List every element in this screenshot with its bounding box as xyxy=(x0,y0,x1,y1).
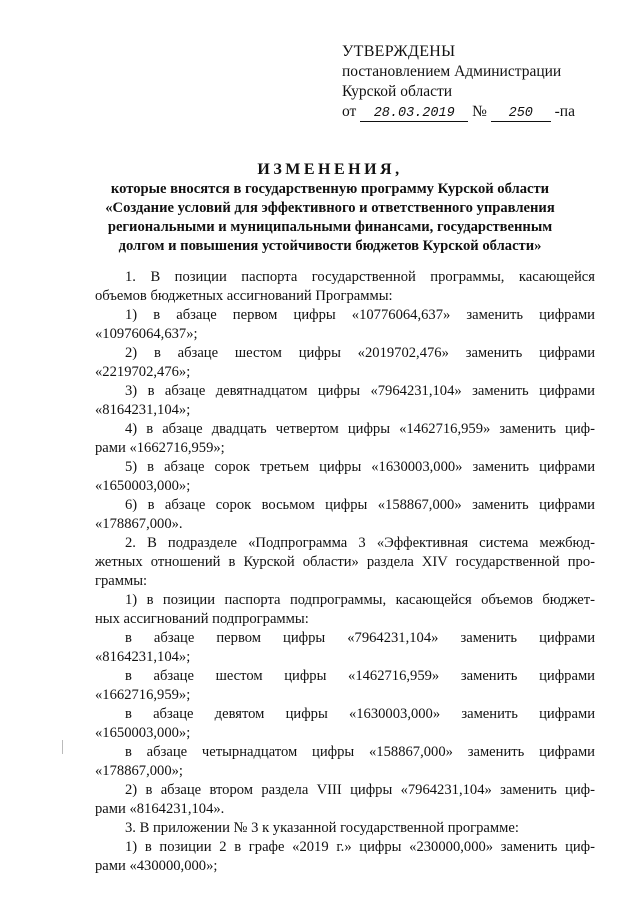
number-sign: № xyxy=(472,103,487,120)
body-line: 2. В подразделе «Подпрограмма 3 «Эффективная система межбюд- xyxy=(125,535,595,551)
approval-number: 250 xyxy=(491,106,551,122)
document-title: ИЗМЕНЕНИЯ, xyxy=(257,161,403,178)
approval-line-1: постановлением Администрации xyxy=(342,63,562,80)
body-line: граммы: xyxy=(95,573,148,589)
body-line: 6) в абзаце сорок восьмом цифры «158867,000» заменить цифрами xyxy=(125,497,595,513)
body-line: в абзаце шестом цифры «1462716,959» заменить цифрами xyxy=(125,668,595,684)
body-line: 1) в позиции паспорта подпрограммы, касающейся объемов бюджет- xyxy=(125,592,595,608)
document-title-block xyxy=(70,160,590,256)
body-line: 1. В позиции паспорта государственной программы, касающейся xyxy=(125,269,595,285)
subtitle-line: долгом и повышения устойчивости бюджетов Курской области» xyxy=(118,238,542,254)
body-line: «1650003,000»; xyxy=(95,725,191,741)
date-prefix: от xyxy=(342,103,357,120)
body-line: «2219702,476»; xyxy=(95,364,191,380)
subtitle-line: региональными и муниципальными финансами, государственным xyxy=(107,219,553,235)
subtitle-line: «Создание условий для эффективного и ответственного управления xyxy=(105,200,555,216)
body-line: 1) в позиции 2 в графе «2019 г.» цифры «230000,000» заменить циф- xyxy=(125,839,595,855)
body-line: жетных отношений в Курской области» раздела XIV государственной про- xyxy=(95,554,595,570)
scan-margin-mark xyxy=(62,740,63,754)
body-line: 1) в абзаце первом цифры «10776064,637» заменить цифрами xyxy=(125,307,595,323)
body-line: «178867,000». xyxy=(95,516,183,532)
body-line: в абзаце девятом цифры «1630003,000» заменить цифрами xyxy=(125,706,595,722)
body-line: «8164231,104»; xyxy=(95,649,191,665)
body-line: объемов бюджетных ассигнований Программы: xyxy=(95,288,393,304)
approval-date-line xyxy=(342,102,592,122)
body-line: ных ассигнований подпрограммы: xyxy=(95,611,309,627)
approval-line-2: Курской области xyxy=(342,83,453,100)
body-line: рами «1662716,959»; xyxy=(95,440,225,456)
body-line: «178867,000»; xyxy=(95,763,183,779)
body-line: 2) в абзаце втором раздела VIII цифры «7964231,104» заменить циф- xyxy=(125,782,595,798)
body-line: 4) в абзаце двадцать четвертом цифры «1462716,959» заменить циф- xyxy=(125,421,595,437)
document-body xyxy=(95,268,595,876)
approval-heading: УТВЕРЖДЕНЫ xyxy=(342,43,456,60)
approval-date: 28.03.2019 xyxy=(360,106,468,122)
body-line: 2) в абзаце шестом цифры «2019702,476» заменить цифрами xyxy=(125,345,595,361)
body-line: «1650003,000»; xyxy=(95,478,191,494)
body-line: 3) в абзаце девятнадцатом цифры «7964231,104» заменить цифрами xyxy=(125,383,595,399)
body-line: «8164231,104»; xyxy=(95,402,191,418)
body-line: 5) в абзаце сорок третьем цифры «1630003,000» заменить цифрами xyxy=(125,459,595,475)
body-line: в абзаце первом цифры «7964231,104» заменить цифрами xyxy=(125,630,595,646)
body-line: рами «8164231,104». xyxy=(95,801,225,817)
body-line: рами «430000,000»; xyxy=(95,858,218,874)
subtitle-line: которые вносятся в государственную программу Курской области xyxy=(110,181,550,197)
approval-stamp xyxy=(342,42,592,122)
body-line: 3. В приложении № 3 к указанной государственной программе: xyxy=(125,820,519,836)
number-suffix: -па xyxy=(554,103,575,120)
body-line: «10976064,637»; xyxy=(95,326,198,342)
body-line: в абзаце четырнадцатом цифры «158867,000» заменить цифрами xyxy=(125,744,595,760)
body-line: «1662716,959»; xyxy=(95,687,191,703)
